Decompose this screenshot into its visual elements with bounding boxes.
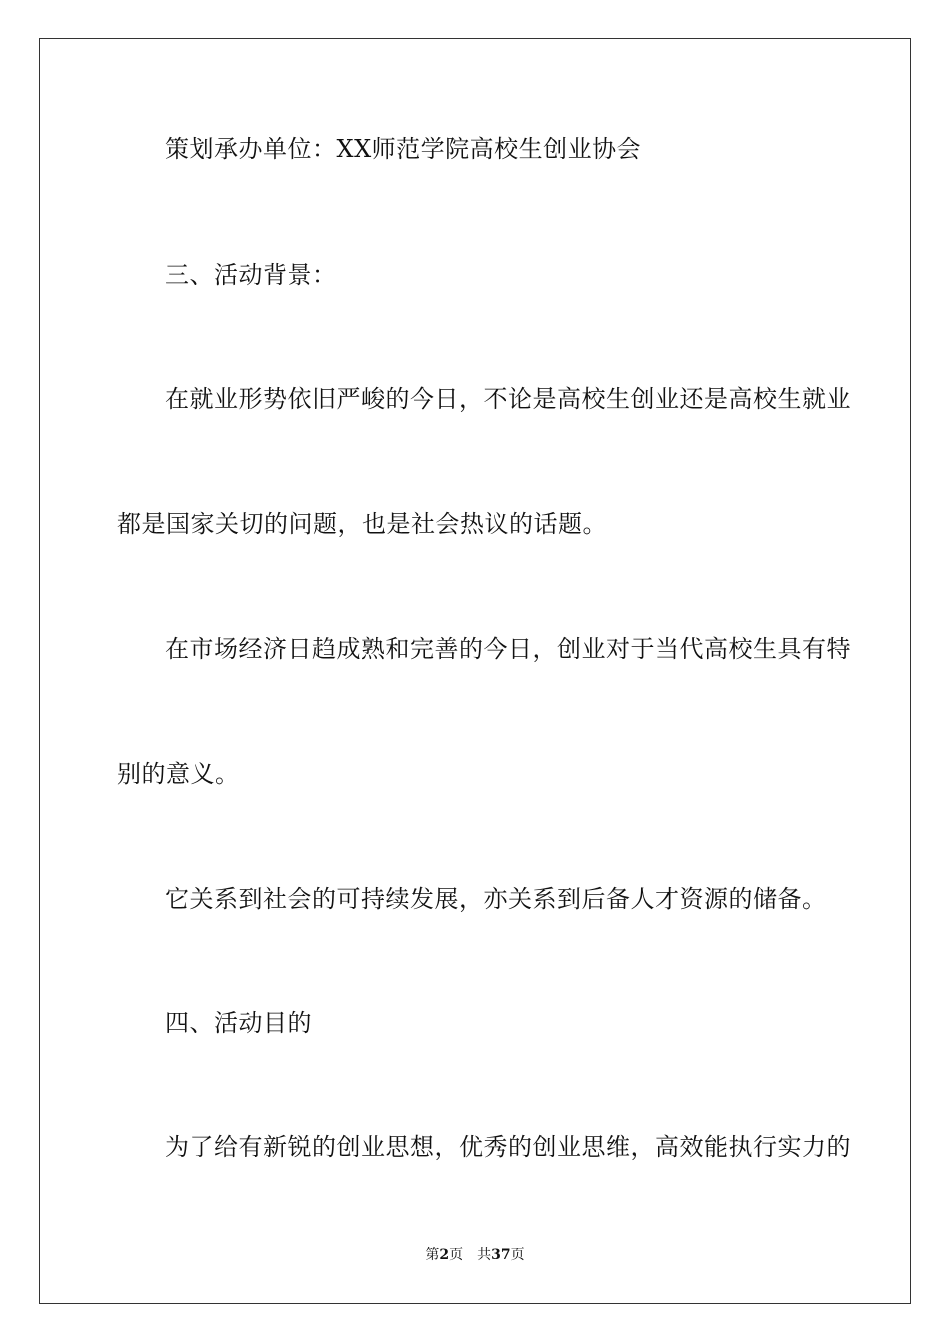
paragraph-line: 它关系到社会的可持续发展，亦关系到后备人才资源的储备。 <box>165 885 827 913</box>
paragraph-line: 在就业形势依旧严峻的今日，不论是高校生创业还是高校生就业 <box>165 385 851 413</box>
paragraph-line: 为了给有新锐的创业思想，优秀的创业思维，高效能执行实力的 <box>165 1133 851 1161</box>
organizer-line: 策划承办单位：XX师范学院高校生创业协会 <box>165 135 642 163</box>
paragraph-line: 都是国家关切的问题，也是社会热议的话题。 <box>117 510 607 538</box>
paragraph-line: 别的意义。 <box>117 760 240 788</box>
total-pages: 37 <box>491 1247 511 1263</box>
section-heading-purpose: 四、活动目的 <box>165 1009 312 1037</box>
total-prefix: 共 <box>477 1247 492 1263</box>
total-suffix: 页 <box>510 1247 525 1263</box>
page-prefix: 第 <box>425 1247 440 1263</box>
page-number: 2 <box>439 1247 450 1263</box>
section-heading-background: 三、活动背景： <box>165 261 337 289</box>
page-footer <box>0 1246 950 1264</box>
page-frame <box>39 38 911 1304</box>
page-suffix: 页 <box>449 1247 464 1263</box>
paragraph-line: 在市场经济日趋成熟和完善的今日，创业对于当代高校生具有特 <box>165 635 851 663</box>
